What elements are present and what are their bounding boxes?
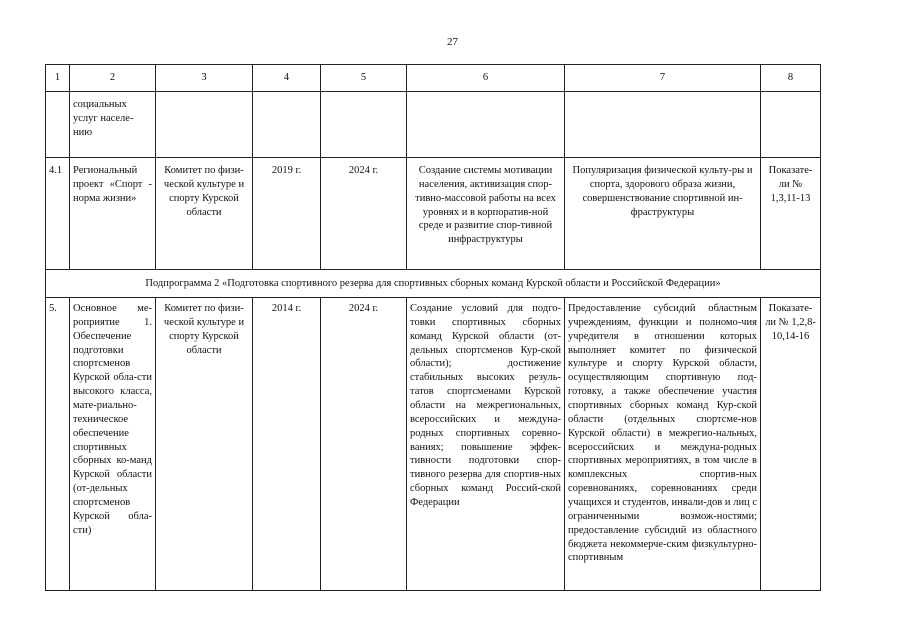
measure-name: Основное ме-роприятие 1. Обеспечение подготовки спортсменов Курской обла-сти высокого класса, мате-риально-техническое обеспечение спортивных сборных ко-манд Курской области (от-дельных спортсменов Курской обла-сти)	[70, 298, 156, 591]
indicators: Показате-ли № 1,2,8-10,14-16	[761, 298, 821, 591]
header-row	[46, 65, 821, 92]
header-cell-8: 8	[761, 65, 821, 92]
program-table	[45, 64, 821, 591]
page-number: 27	[447, 36, 458, 48]
end-year: 2024 г.	[321, 158, 407, 270]
header-cell-7: 7	[565, 65, 761, 92]
cell-empty	[321, 92, 407, 158]
cell-empty	[407, 92, 565, 158]
executor: Комитет по физи-ческой культуре и спорту Курской области	[156, 298, 253, 591]
continuation-row	[46, 92, 821, 158]
table-row-5	[46, 298, 821, 591]
cell-empty	[253, 92, 321, 158]
expected-result: Создание условий для подго-товки спортивных сборных команд Курской области (от-дельных спортсменов Кур-ской области); достижение стабильных высоких резуль-татов спортсменами Курской области на межрегиональных, всероссийских и междуна-родных спортивных соревно-ваниях; повышение эффек-тивности подготовки спор-тивного резерва для спортив-ных сборных команд Россий-ской Федерации	[407, 298, 565, 591]
header-cell-6: 6	[407, 65, 565, 92]
measure-name: Региональный проект «Спорт - норма жизни»	[70, 158, 156, 270]
start-year: 2014 г.	[253, 298, 321, 591]
main-directions: Популяризация физической культу-ры и спорта, здорового образа жизни, совершенствование спортивной ин-фраструктуры	[565, 158, 761, 270]
indicators: Показате-ли № 1,3,11-13	[761, 158, 821, 270]
main-directions: Предоставление субсидий областным учреждениям, функции и полномо-чия учредителя в отношении которых выполняет комитет по физической культуре и спорту Курской области, осуществляющим спортивную под-готовку, а также обеспечение участия спортивных сборных команд Кур-ской области (отдельных спортсме-нов Курской области) в межрегио-нальных, всероссийских и междуна-родных спортивных мероприятиях, в том числе в комплексных спортив-ных соревнованиях, соревнованиях среди учащихся и студентов, инвали-дов и лиц с ограниченными возмож-ностями; предоставление субсидий из областного бюджета некоммерче-ским физкультурно-спортивным	[565, 298, 761, 591]
header-cell-4: 4	[253, 65, 321, 92]
continuation-name: социальных услуг населе-нию	[70, 92, 156, 158]
cell-empty	[761, 92, 821, 158]
subprogram-title: Подпрограмма 2 «Подготовка спортивного резерва для спортивных сборных команд Курской области и Российской Федерации»	[46, 270, 821, 298]
cell-empty	[565, 92, 761, 158]
end-year: 2024 г.	[321, 298, 407, 591]
header-cell-5: 5	[321, 65, 407, 92]
expected-result: Создание системы мотивации населения, активизация спор-тивно-массовой работы на всех уровнях и в корпоратив-ной среде и развитие спор-тивной инфраструктуры	[407, 158, 565, 270]
start-year: 2019 г.	[253, 158, 321, 270]
cell-empty	[46, 92, 70, 158]
executor: Комитет по физи-ческой культуре и спорту Курской области	[156, 158, 253, 270]
row-number: 4.1	[46, 158, 70, 270]
header-cell-3: 3	[156, 65, 253, 92]
header-cell-1: 1	[46, 65, 70, 92]
cell-empty	[156, 92, 253, 158]
header-cell-2: 2	[70, 65, 156, 92]
table-row-4-1	[46, 158, 821, 270]
subprogram-row	[46, 270, 821, 298]
row-number: 5.	[46, 298, 70, 591]
